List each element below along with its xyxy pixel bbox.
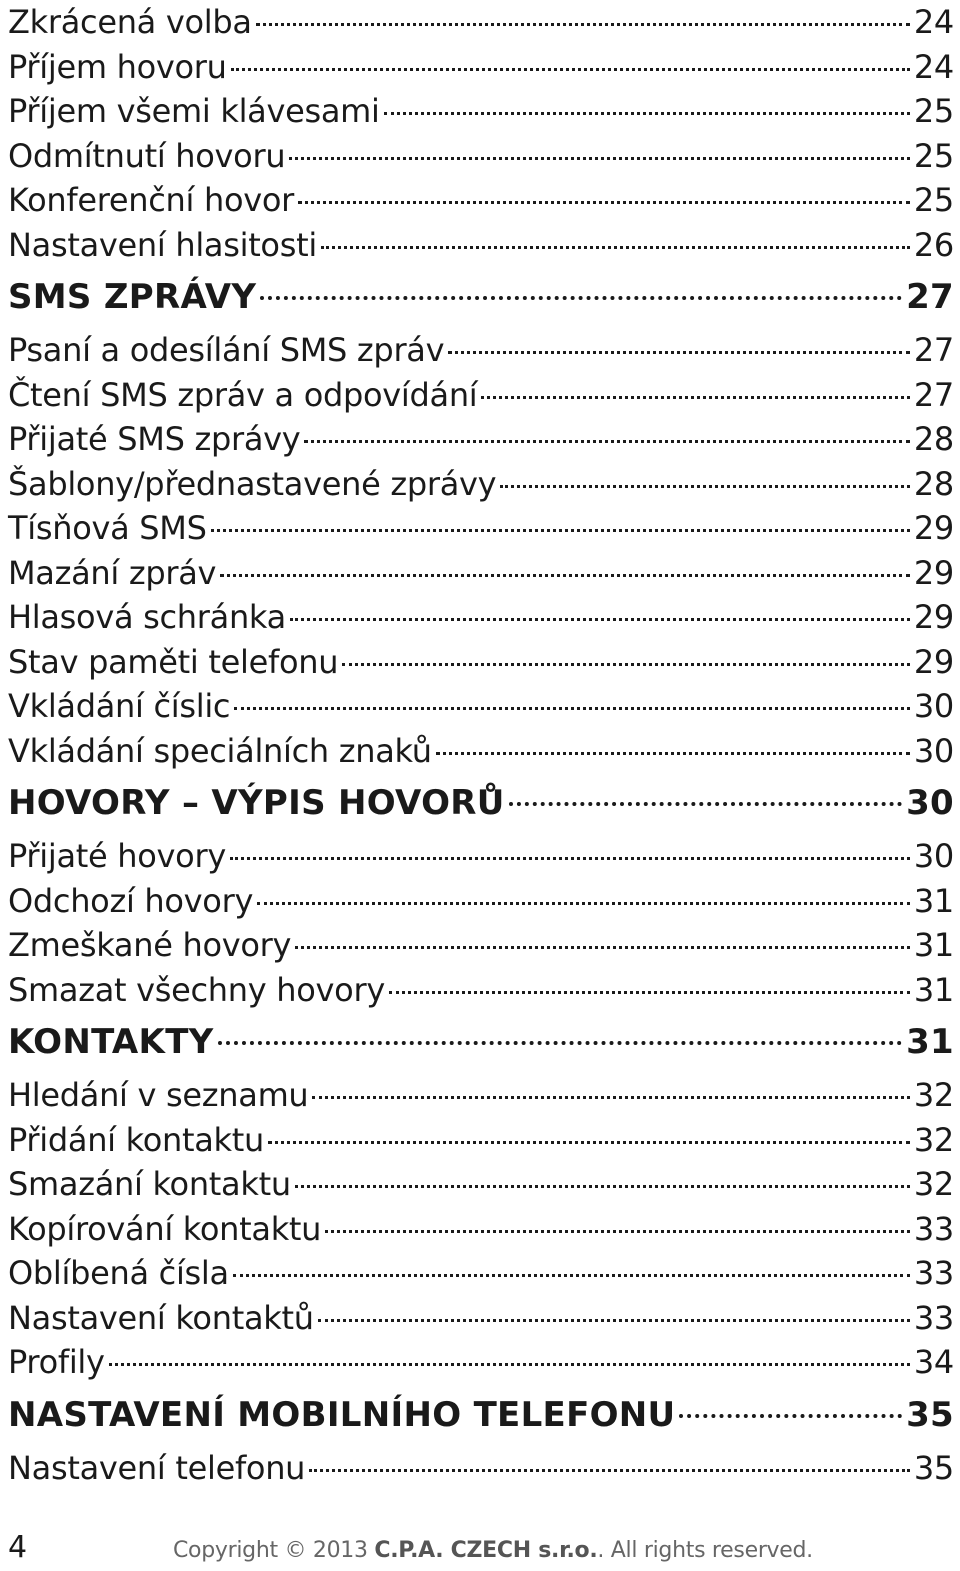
toc-section-title: HOVORY – VÝPIS HOVORŮ (8, 783, 505, 823)
toc-entry-row[interactable] (8, 1446, 954, 1491)
dot-leader (312, 1096, 909, 1099)
toc-entry-row[interactable] (8, 923, 954, 968)
toc-page-number: 32 (913, 1120, 954, 1159)
dot-leader (295, 1185, 910, 1188)
toc-entry-title: Kopírování kontaktu (8, 1209, 322, 1248)
dot-leader (290, 618, 910, 621)
toc-entry-row[interactable] (8, 0, 954, 45)
toc-entry-row[interactable] (8, 1118, 954, 1163)
dot-leader (384, 112, 910, 115)
toc-page-number: 33 (913, 1254, 954, 1292)
toc-page-number: 30 (906, 783, 954, 823)
toc-page-number: 30 (913, 687, 954, 725)
toc-page-number: 35 (906, 1394, 954, 1435)
toc-entry-row[interactable] (8, 1162, 954, 1207)
toc-entry-row[interactable] (8, 551, 954, 596)
toc-entry-row[interactable] (8, 1340, 954, 1385)
toc-page-number: 25 (913, 92, 954, 130)
toc-page-number: 35 (913, 1448, 954, 1487)
toc-section-title: SMS ZPRÁVY (8, 277, 257, 317)
toc-page-number: 29 (913, 553, 954, 592)
toc-entry-title: Nastavení kontaktů (8, 1298, 314, 1337)
toc-entry-row[interactable] (8, 328, 954, 373)
dot-leader (436, 752, 910, 755)
dot-leader (448, 351, 910, 354)
toc-section-title: NASTAVENÍ MOBILNÍHO TELEFONU (8, 1394, 676, 1435)
copyright-prefix: Copyright © 2013 (173, 1538, 375, 1563)
toc-page-number: 31 (913, 881, 954, 920)
toc-entry-title: Přijaté hovory (8, 837, 226, 875)
toc-page-number: 26 (913, 225, 954, 264)
toc-section-row[interactable] (8, 267, 954, 328)
toc-entry-row[interactable] (8, 879, 954, 924)
toc-entry-title: Příjem všemi klávesami (8, 92, 380, 130)
toc-entry-row[interactable] (8, 729, 954, 774)
toc-entry-row[interactable] (8, 373, 954, 418)
toc-entry-row[interactable] (8, 178, 954, 223)
toc-page-number: 24 (913, 47, 954, 86)
toc-page-number: 34 (913, 1343, 954, 1381)
toc-page-number: 30 (913, 731, 954, 770)
toc-entry-title: Hledání v seznamu (8, 1076, 309, 1114)
page-footer (0, 1528, 960, 1571)
toc-page-number: 27 (906, 277, 954, 317)
toc-page-number: 28 (913, 464, 954, 503)
dot-leader (481, 396, 909, 399)
toc-page-number: 32 (913, 1076, 954, 1114)
toc-entry-title: Šablony/přednastavené zprávy (8, 464, 497, 503)
dot-leader (231, 68, 910, 71)
dot-leader (220, 574, 910, 577)
dot-leader (321, 246, 910, 249)
toc-entry-title: Tísňová SMS (8, 509, 207, 547)
dot-leader (230, 857, 910, 860)
toc-entry-row[interactable] (8, 640, 954, 685)
toc-page-number: 29 (913, 509, 954, 547)
toc-section-row[interactable] (8, 1012, 954, 1073)
toc-page-number: 25 (913, 136, 954, 175)
toc-entry-row[interactable] (8, 1073, 954, 1118)
dot-leader (389, 991, 910, 994)
toc-entry-title: Čtení SMS zpráv a odpovídání (8, 375, 478, 414)
toc-page-number: 31 (913, 926, 954, 964)
toc-entry-title: Zmeškané hovory (8, 926, 292, 964)
toc-page-number: 27 (913, 375, 954, 414)
dot-leader (256, 23, 910, 26)
toc-entry-title: Příjem hovoru (8, 47, 227, 86)
toc-entry-title: Vkládání číslic (8, 687, 231, 725)
toc-page-number: 33 (913, 1298, 954, 1337)
toc-entry-title: Vkládání speciálních znaků (8, 731, 432, 770)
toc-page-number: 32 (913, 1165, 954, 1203)
toc-page-number: 28 (913, 420, 954, 458)
toc-page-number: 30 (913, 837, 954, 875)
dot-leader (318, 1319, 910, 1322)
toc-entry-title: Hlasová schránka (8, 598, 286, 636)
toc-entry-row[interactable] (8, 968, 954, 1013)
toc-entry-row[interactable] (8, 462, 954, 507)
toc-entry-title: Smazání kontaktu (8, 1165, 291, 1203)
toc-section-row[interactable] (8, 773, 954, 834)
toc-section-title: KONTAKTY (8, 1022, 214, 1062)
toc-page-number: 27 (913, 331, 954, 369)
dot-leader (500, 485, 910, 488)
toc-entry-title: Nastavení telefonu (8, 1448, 306, 1487)
dot-leader (309, 1469, 910, 1472)
toc-entry-title: Stav paměti telefonu (8, 642, 339, 681)
copyright-suffix: . All rights reserved. (597, 1538, 813, 1563)
toc-page-number: 31 (906, 1022, 954, 1062)
toc-entry-title: Přidání kontaktu (8, 1120, 265, 1159)
toc-entry-title: Konferenční hovor (8, 181, 294, 219)
dot-leader (325, 1230, 910, 1233)
toc-entry-row[interactable] (8, 1251, 954, 1296)
dot-leader (218, 1041, 902, 1045)
toc-section-row[interactable] (8, 1385, 954, 1446)
toc-page-number: 31 (913, 970, 954, 1009)
toc-entry-title: Smazat všechny hovory (8, 970, 385, 1009)
toc-entry-row[interactable] (8, 834, 954, 879)
toc-entry-row[interactable] (8, 595, 954, 640)
toc-entry-title: Odmítnutí hovoru (8, 136, 286, 175)
page-number: 4 (8, 1530, 28, 1565)
toc-entry-row[interactable] (8, 134, 954, 179)
dot-leader (342, 663, 910, 666)
toc-entry-title: Mazání zpráv (8, 553, 217, 592)
toc-entry-title: Oblíbená čísla (8, 1254, 229, 1292)
dot-leader (298, 201, 910, 204)
table-of-contents (8, 0, 954, 1490)
toc-page-number: 33 (913, 1209, 954, 1248)
dot-leader (233, 1274, 910, 1277)
toc-page-number: 25 (913, 181, 954, 219)
copyright-notice (173, 1534, 813, 1568)
dot-leader (295, 946, 910, 949)
toc-page-number: 29 (913, 642, 954, 681)
toc-entry-title: Odchozí hovory (8, 881, 254, 920)
company-name: C.P.A. CZECH s.r.o. (374, 1538, 598, 1563)
toc-entry-row[interactable] (8, 223, 954, 268)
dot-leader (304, 440, 909, 443)
dot-leader (289, 157, 910, 160)
toc-entry-title: Nastavení hlasitosti (8, 225, 317, 264)
toc-entry-title: Profily (8, 1343, 105, 1381)
toc-entry-row[interactable] (8, 506, 954, 551)
dot-leader (268, 1141, 910, 1144)
toc-entry-title: Přijaté SMS zprávy (8, 420, 301, 458)
toc-entry-row[interactable] (8, 1296, 954, 1341)
dot-leader (260, 296, 902, 300)
dot-leader (234, 707, 910, 710)
toc-entry-title: Zkrácená volba (8, 3, 252, 41)
toc-entry-row[interactable] (8, 45, 954, 90)
toc-entry-row[interactable] (8, 684, 954, 729)
dot-leader (679, 1414, 902, 1418)
toc-entry-row[interactable] (8, 1207, 954, 1252)
dot-leader (109, 1363, 910, 1366)
dot-leader (257, 902, 910, 905)
toc-entry-title: Psaní a odesílání SMS zpráv (8, 331, 445, 369)
toc-entry-row[interactable] (8, 417, 954, 462)
dot-leader (211, 529, 910, 532)
toc-page-number: 24 (913, 3, 954, 41)
toc-page-number: 29 (913, 598, 954, 636)
toc-entry-row[interactable] (8, 89, 954, 134)
dot-leader (509, 802, 902, 806)
